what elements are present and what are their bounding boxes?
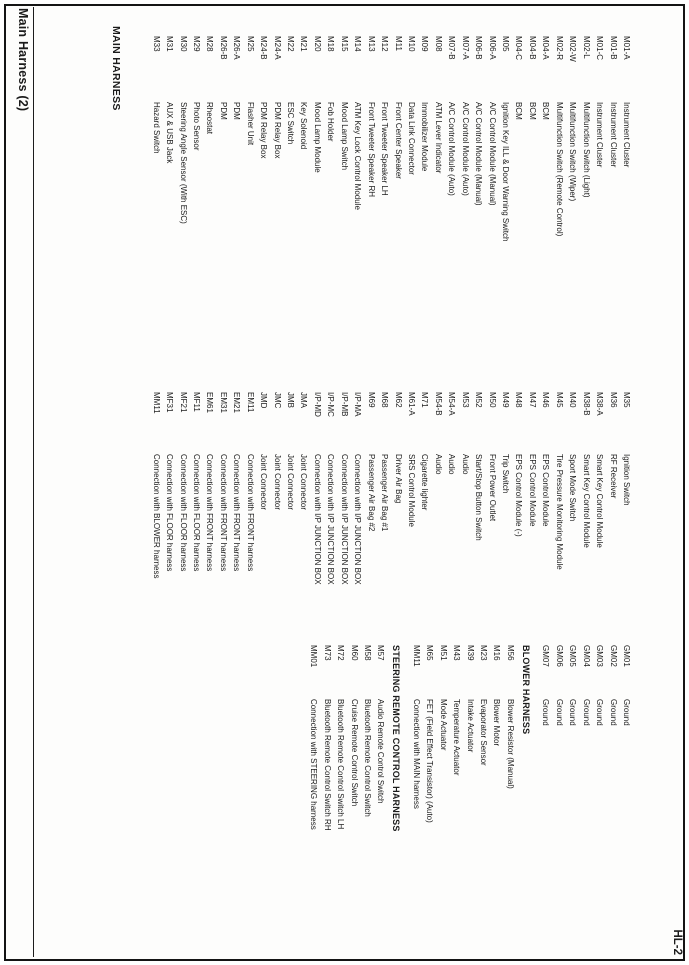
connector-code: M43 [452, 645, 462, 661]
connector-code: M69 [366, 392, 376, 408]
table-row [620, 36, 633, 636]
connector-desc: Bluetooth Remote Control Switch LH [336, 699, 346, 830]
connector-code: M30 [178, 36, 188, 52]
connector-code: EM31 [218, 392, 228, 413]
connector-desc: Evaporator Sensor [479, 699, 489, 766]
connector-code: M54-A [447, 392, 457, 416]
connector-desc: Front Center Speaker [393, 102, 403, 179]
connector-desc: BCM [514, 102, 524, 120]
connector-desc: Instrument Cluster [608, 102, 618, 168]
table-row [490, 645, 503, 960]
connector-code: M09 [420, 36, 430, 52]
connector-code: GM05 [568, 645, 578, 667]
table-row [579, 645, 592, 960]
right-column [307, 645, 633, 960]
connector-desc: Trip Switch [501, 454, 511, 494]
connector-desc: Tire Pressure Monitoring Module [554, 454, 564, 570]
blower-harness-section [409, 645, 517, 960]
connector-desc: ESC Switch [286, 102, 296, 145]
connector-code: M53 [460, 392, 470, 408]
table-row [311, 36, 324, 636]
connector-desc: Connection with I/P JUNCTION BOX [326, 454, 336, 585]
connector-desc: Connection with STEERING harness [309, 699, 319, 830]
connector-code: M57 [376, 645, 386, 661]
connector-desc: Connection with FLOOR harness [178, 454, 188, 572]
connector-code: MM11 [151, 392, 161, 414]
table-row [504, 645, 517, 960]
connector-desc: PDM Relay Box [259, 102, 269, 159]
connector-desc: Bluetooth Remote Control Switch RH [322, 699, 332, 831]
table-row [230, 36, 243, 636]
connector-code: GM02 [608, 645, 618, 667]
page-code: HL-2 [671, 929, 683, 955]
connector-desc: RF Receiver [608, 454, 618, 499]
connector-code: M45 [554, 392, 564, 408]
connector-desc: Front Tweeter Speaker LH [380, 102, 390, 196]
table-row [364, 36, 377, 636]
connector-code: M05 [501, 36, 511, 52]
connector-code: M52 [474, 392, 484, 408]
connector-code: M07-B [447, 36, 457, 60]
connector-desc: Ground [541, 699, 551, 726]
connector-desc: Blower Motor [492, 699, 502, 747]
connector-code: JMD [259, 392, 269, 409]
connector-code: I/P-MD [312, 392, 322, 417]
connector-desc: Instrument Cluster [595, 102, 605, 168]
connector-code: I/P-MB [339, 392, 349, 417]
table-row [243, 36, 256, 636]
connector-desc: Connection with FRONT harness [245, 454, 255, 572]
connector-code: GM04 [581, 645, 591, 667]
connector-code: M51 [438, 645, 448, 661]
connector-desc: Audio [460, 454, 470, 475]
connector-code: M01-B [608, 36, 618, 60]
connector-desc: Ignition Switch [622, 454, 631, 506]
table-row [378, 36, 391, 636]
table-row [190, 36, 203, 636]
connector-code: M33 [151, 36, 161, 52]
connector-desc: Connection with FLOOR harness [165, 454, 175, 572]
connector-desc: Cruise Remote Control Switch [349, 699, 359, 807]
connector-desc: Temperature Actuator [452, 699, 462, 776]
connector-code: M38-A [595, 392, 605, 416]
connector-code: M25 [245, 36, 255, 52]
connector-code: M18 [326, 36, 336, 52]
connector-code: JMC [272, 392, 282, 409]
connector-desc: Connection with I/P JUNCTION BOX [312, 454, 322, 585]
table-row [216, 36, 229, 636]
table-row [409, 645, 422, 960]
connector-desc: EPS Control Module [541, 454, 551, 527]
connector-desc: Audio Remote Control Switch [376, 699, 386, 804]
table-row [418, 36, 431, 636]
connector-desc: Multifunction Switch (Wiper) [568, 102, 578, 202]
connector-desc: PDM Relay Box [272, 102, 282, 159]
connector-desc: Ground [568, 699, 578, 726]
connector-desc: Steering Angle Sensor (With ESC) [178, 102, 188, 224]
connector-code: M06-B [474, 36, 484, 60]
connector-desc: Joint Connector [259, 454, 269, 511]
connector-desc: Ground [581, 699, 591, 726]
connector-code: M13 [366, 36, 376, 52]
table-row [485, 36, 498, 636]
connector-desc: Bluetooth Remote Control Switch [363, 699, 372, 817]
connector-desc: Joint Connector [286, 454, 296, 511]
table-row [257, 36, 270, 636]
steering-harness-section [307, 645, 388, 960]
table-row [472, 36, 485, 636]
connector-code: EM11 [245, 392, 255, 413]
connector-desc: Connection with FRONT harness [232, 454, 242, 572]
table-row [149, 36, 162, 636]
connector-desc: A/C Control Module (Manual) [487, 102, 497, 206]
connector-code: M20 [312, 36, 322, 52]
connector-code: I/P-MA [353, 392, 363, 417]
table-row [284, 36, 297, 636]
connector-code: M02-L [581, 36, 591, 59]
connector-code: M02-R [554, 36, 564, 61]
connector-code: M21 [299, 36, 309, 52]
connector-code: M08 [433, 36, 443, 52]
connector-desc: Multifunction Switch (Remote Control) [554, 102, 564, 237]
connector-code: M12 [380, 36, 390, 52]
connector-desc: Audio [433, 454, 443, 475]
connector-code: M39 [465, 645, 475, 661]
connector-desc: Intake Actuator [465, 699, 475, 753]
connector-code: M73 [322, 645, 332, 661]
connector-code: M58 [363, 645, 372, 661]
connector-code: M14 [353, 36, 363, 52]
table-row [450, 645, 463, 960]
connector-code: M22 [286, 36, 296, 52]
table-row [606, 645, 619, 960]
connector-desc: Connection with I/P JUNCTION BOX [353, 454, 363, 585]
connector-code: M47 [527, 392, 537, 408]
connector-desc: Front Tweeter Speaker RH [366, 102, 376, 198]
connector-desc: Audio [447, 454, 457, 475]
connector-desc: Flasher Unit [245, 102, 255, 146]
connector-desc: Mode Actuator [438, 699, 448, 751]
connector-code: M65 [425, 645, 435, 661]
connector-desc: Front Power Outlet [487, 454, 497, 522]
header-rule [33, 7, 34, 957]
table-row [423, 645, 436, 960]
connector-desc: Fob Holder [326, 102, 336, 142]
connector-code: M29 [192, 36, 201, 52]
connector-code: M40 [568, 392, 578, 408]
table-row [307, 645, 320, 960]
table-row [163, 36, 176, 636]
connector-desc: Mood Lamp Module [312, 102, 322, 173]
connector-desc: BCM [541, 102, 551, 120]
connector-desc: Connection with MAIN harness [411, 699, 421, 809]
table-row [270, 36, 283, 636]
table-row [463, 645, 476, 960]
table-row [391, 36, 404, 636]
connector-code: JMA [299, 392, 309, 408]
connector-desc: Ground [622, 699, 631, 726]
connector-code: M50 [487, 392, 497, 408]
table-row [566, 645, 579, 960]
ground-section [539, 645, 633, 960]
connector-desc: Connection with FLOOR harness [192, 454, 201, 572]
connector-desc: Ground [608, 699, 618, 726]
connector-code: M04-B [527, 36, 537, 60]
table-row [593, 36, 606, 636]
connector-code: M16 [492, 645, 502, 661]
connector-desc: A/C Control Module (Auto) [460, 102, 470, 196]
connector-code: M31 [165, 36, 175, 52]
connector-desc: Sport Mode Switch [568, 454, 578, 522]
table-row [566, 36, 579, 636]
connector-code: M24-A [272, 36, 282, 60]
connector-code: M11 [393, 36, 403, 51]
connector-code: M23 [479, 645, 489, 661]
connector-desc: EPS Control Module (-) [514, 454, 524, 537]
connector-code: M06-A [487, 36, 497, 60]
connector-code: M71 [420, 392, 430, 408]
table-row [593, 645, 606, 960]
connector-code: MF21 [178, 392, 188, 413]
table-row [431, 36, 444, 636]
table-row [297, 36, 310, 636]
connector-code: M15 [339, 36, 349, 52]
connector-code: M07-A [460, 36, 470, 60]
connector-code: M38-B [581, 392, 591, 416]
connector-code: GM06 [554, 645, 564, 667]
connector-code: M24-B [259, 36, 269, 60]
connector-desc: ATM Lever Indicator [433, 102, 443, 174]
connector-code: M49 [501, 392, 511, 408]
connector-desc: Connection with FRONT harness [218, 454, 228, 572]
connector-code: MF31 [165, 392, 175, 413]
connector-desc: BCM [527, 102, 537, 120]
connector-code: M26-A [232, 36, 242, 60]
connector-code: MM01 [309, 645, 319, 668]
connector-desc: Photo Sensor [192, 102, 201, 151]
connector-code: M60 [349, 645, 359, 661]
connector-desc: Connection with FRONT harness [205, 454, 215, 572]
table-row [436, 645, 449, 960]
connector-desc: Ground [595, 699, 605, 726]
connector-desc: Multifunction Switch (Light) [581, 102, 591, 198]
connector-desc: Mood Lamp Switch [339, 102, 349, 171]
connector-code: M54-B [433, 392, 443, 416]
connector-desc: Smart Key Control Module [595, 454, 605, 548]
blower-harness-header: BLOWER HARNESS [520, 645, 531, 735]
connector-code: M01-C [595, 36, 605, 61]
table-row [361, 645, 374, 960]
connector-code: M36 [608, 392, 618, 408]
connector-code: M28 [205, 36, 215, 52]
table-row [539, 645, 552, 960]
connector-code: JMB [286, 392, 296, 408]
connector-code: M01-A [622, 36, 631, 60]
connector-code: M72 [336, 645, 346, 661]
connector-desc: EPS Control Module [527, 454, 537, 527]
table-row [606, 36, 619, 636]
connector-code: GM03 [595, 645, 605, 667]
connector-desc: PDM [232, 102, 242, 120]
connector-desc: Cigarette lighter [420, 454, 430, 511]
steering-harness-header: STEERING REMOTE CONTROL HARNESS [391, 645, 402, 832]
connector-code: M62 [393, 392, 403, 408]
connector-code: M35 [622, 392, 631, 408]
table-row [552, 36, 565, 636]
connector-desc: PDM [218, 102, 228, 120]
connector-desc: Connection with I/P JUNCTION BOX [339, 454, 349, 585]
connector-desc: Ground [554, 699, 564, 726]
table-row [374, 645, 387, 960]
connector-desc: Data Link Connector [407, 102, 416, 175]
connector-desc: Connection with BLOWER harness [151, 454, 161, 579]
table-row [512, 36, 525, 636]
connector-desc: Start/Stop Button Switch [474, 454, 484, 541]
connector-desc: Smart Key Control Module [581, 454, 591, 548]
page-title: Main Harness (2) [16, 8, 30, 112]
connector-desc: Driver Air Bag [393, 454, 403, 504]
connector-code: M10 [407, 36, 416, 52]
table-row [445, 36, 458, 636]
table-row [176, 36, 189, 636]
connector-desc: SRS Control Module [407, 454, 416, 527]
connector-code: MF11 [192, 392, 201, 412]
main-harness-header: MAIN HARNESS [110, 26, 122, 111]
connector-desc: ATM Key Lock Control Module [353, 102, 363, 210]
table-row [526, 36, 539, 636]
connector-desc: Passenger Air Bag #2 [366, 454, 376, 532]
connector-code: MM11 [411, 645, 421, 667]
table-row [324, 36, 337, 636]
connector-code: M04-A [541, 36, 551, 60]
connector-code: GM01 [622, 645, 631, 667]
connector-desc: Passenger Air Bag #1 [380, 454, 390, 532]
table-row [499, 36, 512, 636]
connector-code: I/P-MC [326, 392, 336, 417]
connector-desc: Rheostat [205, 102, 215, 135]
connector-desc: Hazard Switch [151, 102, 161, 154]
connector-desc: Instrument Cluster [622, 102, 631, 168]
table-row [337, 36, 350, 636]
connector-code: M61-A [407, 392, 416, 416]
connector-code: M46 [541, 392, 551, 408]
connector-desc: Joint Connector [272, 454, 282, 511]
connector-code: M04-C [514, 36, 524, 61]
connector-code: M56 [505, 645, 515, 661]
table-row [334, 645, 347, 960]
table-row [477, 645, 490, 960]
table-row [203, 36, 216, 636]
main-harness-table [149, 36, 633, 636]
connector-code: GM07 [541, 645, 551, 667]
connector-code: M48 [514, 392, 524, 408]
table-row [620, 645, 633, 960]
connector-desc: A/C Control Module (Auto) [447, 102, 457, 196]
table-row [405, 36, 418, 636]
connector-desc: Key Solenoid [299, 102, 309, 150]
table-row [552, 645, 565, 960]
connector-desc: AUX & USB Jack [165, 102, 175, 164]
connector-code: EM21 [232, 392, 242, 413]
connector-desc: Blower Resistor (Manual) [505, 699, 515, 789]
connector-desc: Immobilizer Module [420, 102, 430, 172]
connector-desc: Ignition Key ILL & Door Warning Switch [501, 102, 511, 242]
table-row [320, 645, 333, 960]
connector-code: M26-B [218, 36, 228, 60]
connector-desc: FET (Field Effect Transistor) (Auto) [425, 699, 435, 823]
table-row [458, 36, 471, 636]
table-row [351, 36, 364, 636]
connector-desc: Joint Connector [299, 454, 309, 511]
table-row [579, 36, 592, 636]
connector-desc: A/C Control Module (Manual) [474, 102, 484, 206]
table-row [539, 36, 552, 636]
connector-code: M02-W [568, 36, 578, 62]
connector-code: M68 [380, 392, 390, 408]
table-row [347, 645, 360, 960]
connector-code: EM61 [205, 392, 215, 413]
